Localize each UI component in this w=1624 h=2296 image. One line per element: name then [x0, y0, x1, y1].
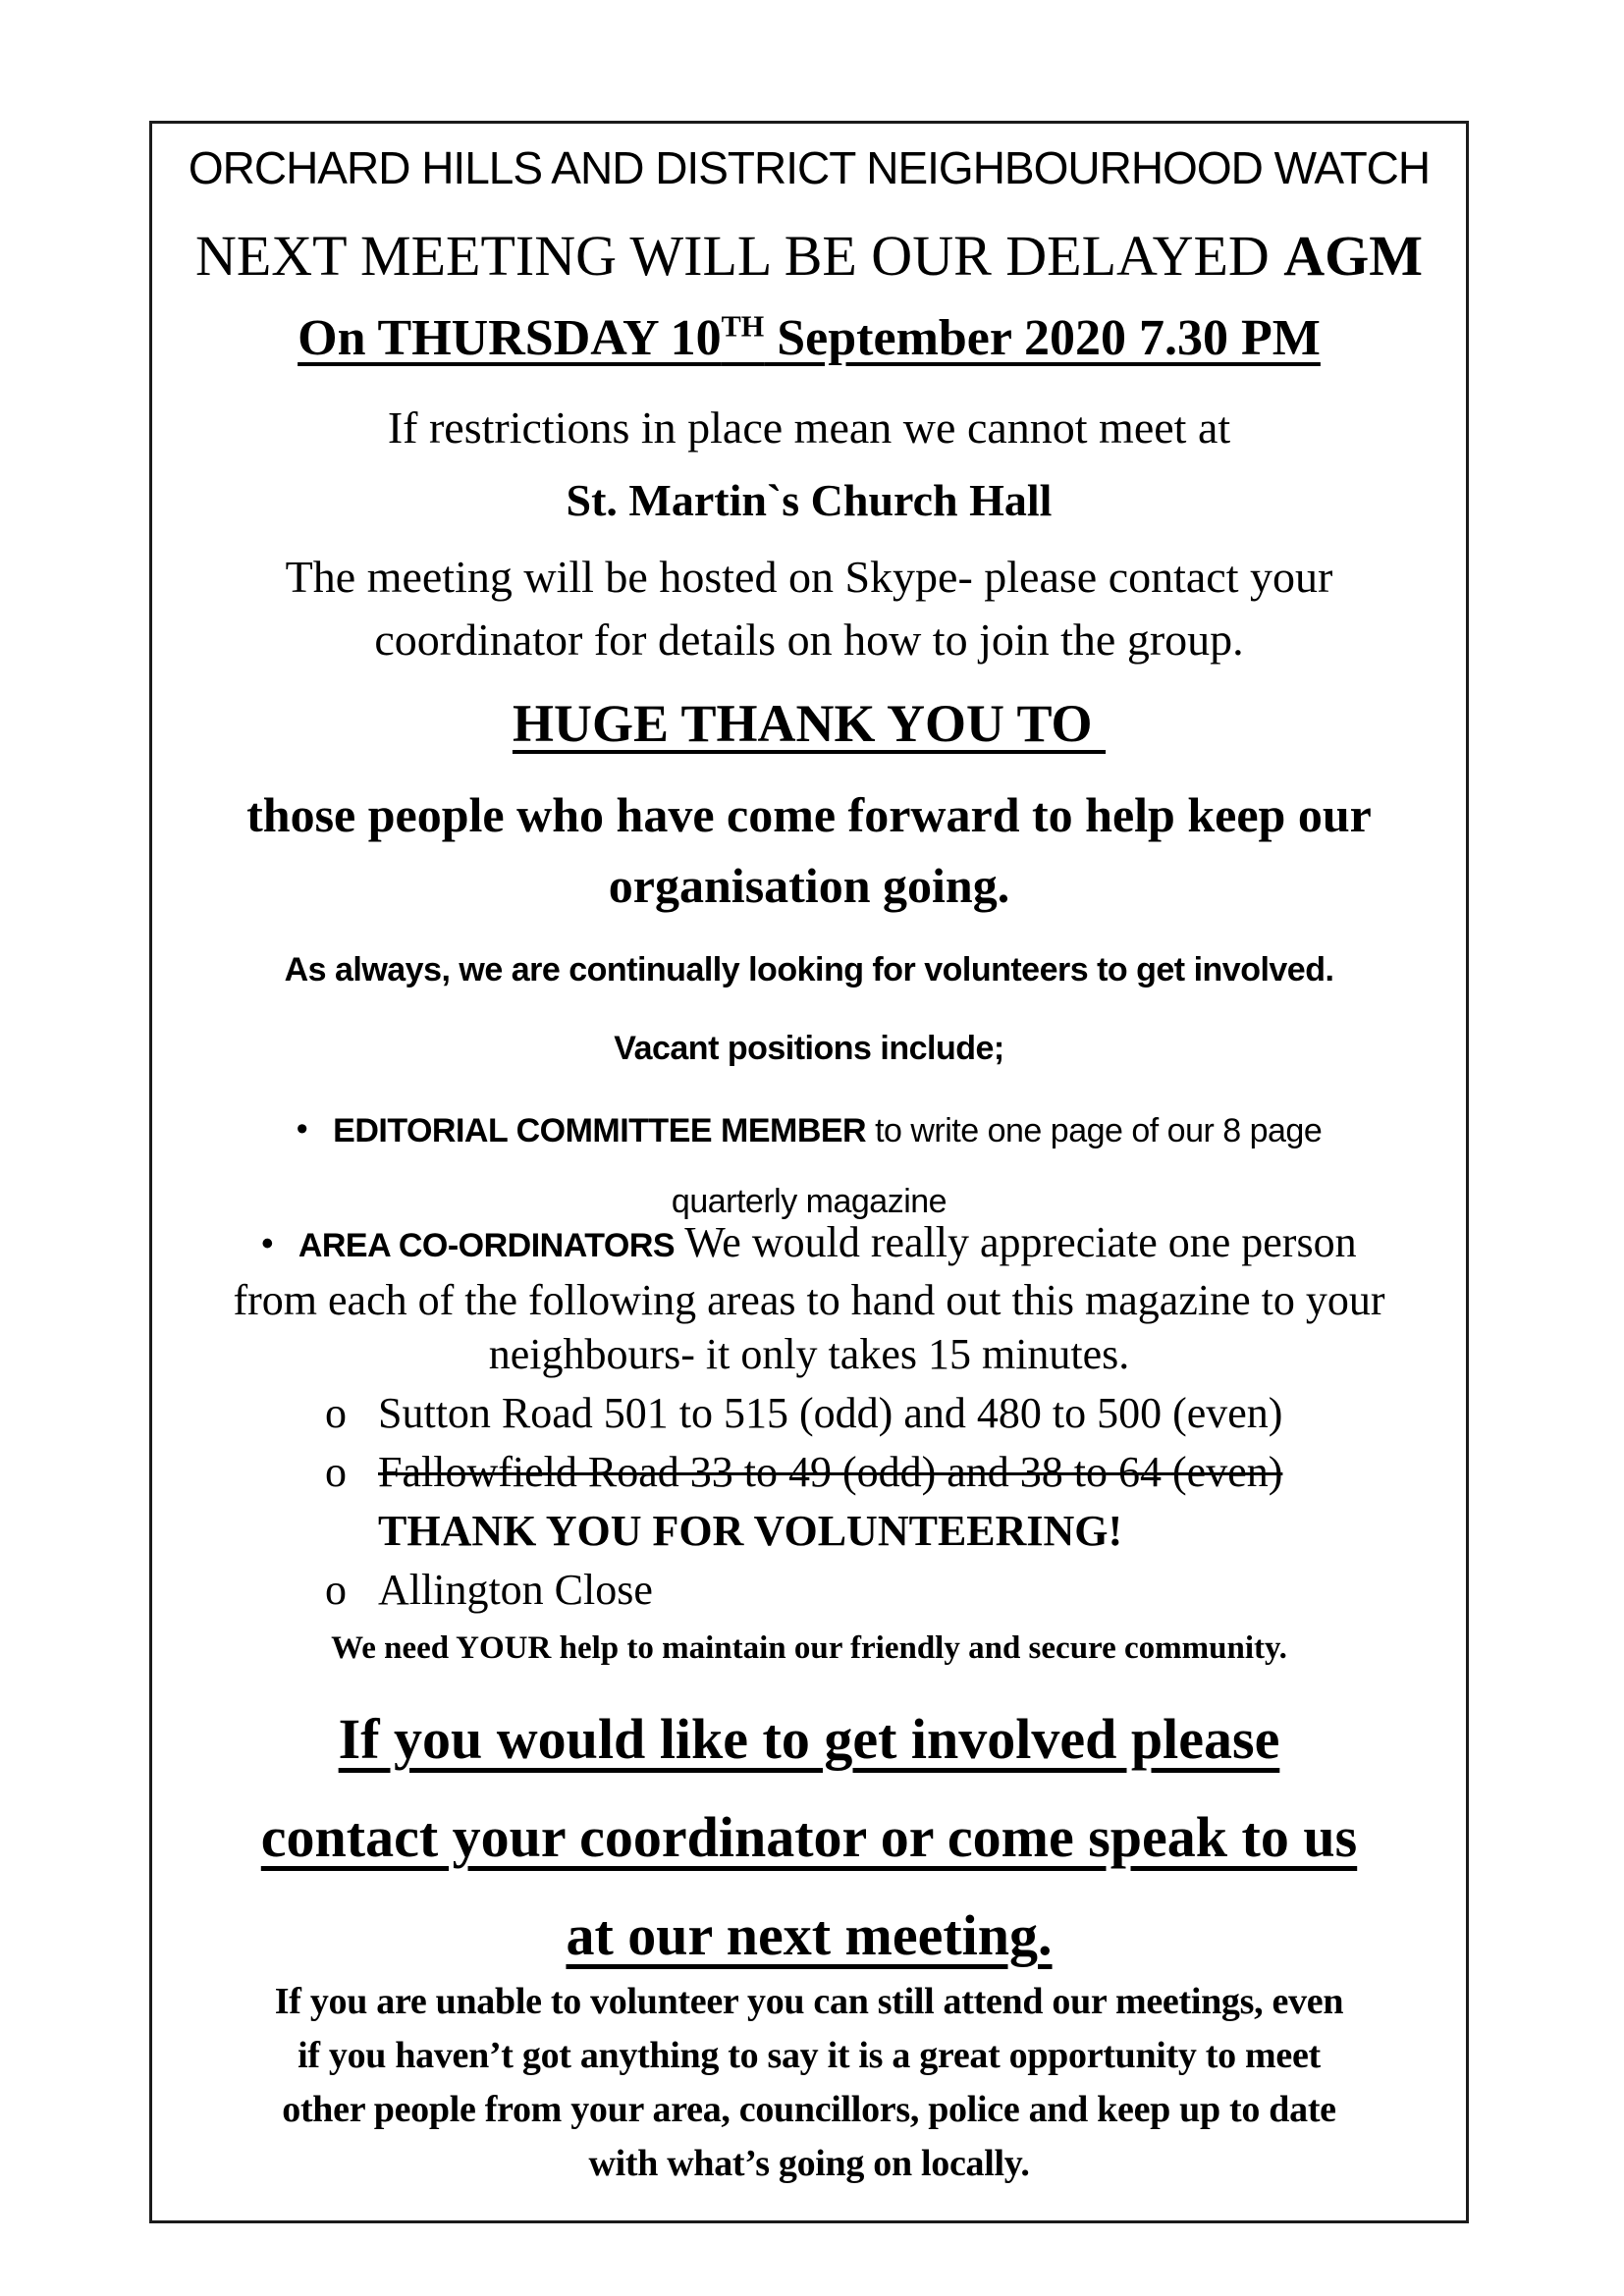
- closing-line-3: other people from your area, councillors, police and keep up to date: [282, 2089, 1336, 2130]
- bullet-dot-icon: •: [261, 1225, 273, 1262]
- date-prefix: On THURSDAY 10: [298, 310, 722, 366]
- allington-close-text: Allington Close: [378, 1566, 653, 1614]
- bullet2-line-3: neighbours- it only takes 15 minutes.: [488, 1330, 1130, 1378]
- fallowfield-road-text: Fallowfield Road 33 to 49 (odd) and 38 to 64 (even): [378, 1448, 1283, 1496]
- flyer-border-box: [149, 121, 1469, 2223]
- venue-name: St. Martin`s Church Hall: [566, 475, 1053, 525]
- date-suffix: September 2020 7.30 PM: [764, 310, 1321, 366]
- restrictions-line: If restrictions in place mean we cannot meet at: [387, 402, 1231, 453]
- date-ordinal-superscript: TH: [721, 309, 765, 344]
- thank-you-volunteering-line: THANK YOU FOR VOLUNTEERING!: [378, 1507, 1123, 1555]
- sublist-item-sutton: [152, 1384, 1466, 1443]
- bullet1-bold-label: EDITORIAL COMMITTEE MEMBER: [333, 1112, 867, 1149]
- bullet-area-coordinators: [152, 1215, 1466, 1381]
- those-people-paragraph: [152, 779, 1466, 921]
- meeting-title-agm: AGM: [1283, 224, 1424, 288]
- meeting-date-line: [152, 306, 1466, 370]
- skype-line-2: coordinator for details on how to join the group.: [374, 614, 1244, 665]
- org-title: ORCHARD HILLS AND DISTRICT NEIGHBOURHOOD WATCH: [188, 142, 1431, 193]
- get-involved-heading: [152, 1690, 1466, 1985]
- bullet1-rest: to write one page of our 8 page: [866, 1112, 1323, 1149]
- circle-bullet-icon: o: [325, 1566, 347, 1614]
- cta-line-2: contact your coordinator or come speak to us: [260, 1805, 1358, 1869]
- bullet2-bold-label: AREA CO-ORDINATORS: [298, 1227, 676, 1264]
- bullet2-rest: We would really appreciate one person: [675, 1218, 1357, 1266]
- meeting-title: [152, 222, 1466, 291]
- closing-line-2: if you haven’t got anything to say it is a great opportunity to meet: [298, 2035, 1321, 2076]
- closing-paragraph: [152, 1975, 1466, 2191]
- vacant-positions-line: Vacant positions include;: [614, 1030, 1004, 1067]
- cta-line-3: at our next meeting.: [566, 1903, 1053, 1967]
- closing-line-4: with what’s going on locally.: [588, 2143, 1030, 2184]
- bullet2-line-2: from each of the following areas to hand out this magazine to your: [233, 1276, 1385, 1324]
- bullet1-line-2: quarterly magazine: [671, 1183, 947, 1220]
- we-need-your-help-line: We need YOUR help to maintain our friendly and secure community.: [331, 1630, 1287, 1666]
- bullet-dot-icon: •: [296, 1110, 308, 1148]
- those-people-line-1: those people who have come forward to help keep our: [246, 787, 1372, 842]
- skype-paragraph: [152, 546, 1466, 671]
- circle-bullet-icon: o: [325, 1448, 347, 1496]
- circle-bullet-icon: o: [325, 1389, 347, 1437]
- sublist-item-allington: [152, 1561, 1466, 1620]
- cta-line-1: If you would like to get involved please: [338, 1707, 1280, 1771]
- closing-line-1: If you are unable to volunteer you can still attend our meetings, even: [274, 1981, 1344, 2022]
- huge-thank-you-heading: HUGE THANK YOU TO: [512, 694, 1107, 753]
- sutton-road-text: Sutton Road 501 to 515 (odd) and 480 to 500 (even): [378, 1389, 1283, 1437]
- sublist-item-fallowfield: [152, 1443, 1466, 1502]
- as-always-line: As always, we are continually looking for volunteers to get involved.: [284, 951, 1334, 988]
- meeting-title-text: NEXT MEETING WILL BE OUR DELAYED: [194, 224, 1284, 288]
- skype-line-1: The meeting will be hosted on Skype- please contact your: [285, 552, 1333, 602]
- those-people-line-2: organisation going.: [608, 858, 1010, 913]
- areas-sublist: [152, 1384, 1466, 1620]
